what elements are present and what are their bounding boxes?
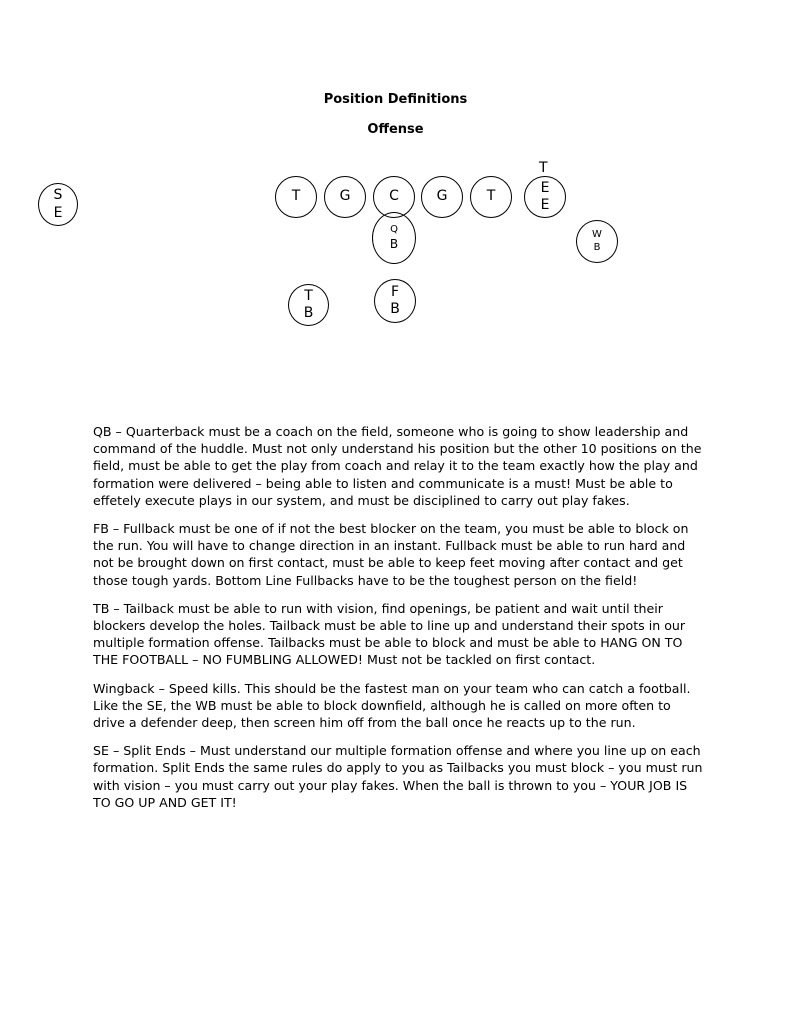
wingback-circle bbox=[576, 220, 618, 263]
page-subtitle: Offense bbox=[367, 122, 424, 137]
fullback-letter-1: F bbox=[390, 283, 400, 300]
quarterback-letter-1: Q bbox=[390, 224, 398, 236]
tailback-letter-2: B bbox=[303, 305, 314, 321]
se-definition: SE – Split Ends – Must understand our multiple formation offense and where you line up on each formation. Split Ends the same rules do apply to you as Tailbacks you must block – you must run with vision – you must carry out your play fakes. When the ball is thrown to you – YOUR JOB IS TO GO UP AND GET IT! bbox=[93, 743, 703, 810]
tailback-circle bbox=[288, 284, 329, 326]
left-tackle-letter: T bbox=[291, 188, 301, 205]
tailback-letter-1: T bbox=[304, 287, 313, 304]
right-guard-circle bbox=[421, 176, 463, 218]
tight-end-letter-2: E bbox=[540, 197, 550, 213]
right-guard-letter: G bbox=[436, 188, 448, 205]
left-tackle-circle bbox=[275, 176, 317, 218]
page-title: Position Definitions bbox=[323, 92, 468, 107]
position-definitions-text bbox=[93, 423, 705, 822]
tb-definition: TB – Tailback must be able to run with vision, find openings, be patient and wait until their blockers develop the holes. Tailback must be able to line up and understand their spots in our multiple formation offense. Tailbacks must be able to block and must be able to HANG ON TO THE FOOTBALL – NO FUMBLING ALLOWED! Must not be tackled on first contact. bbox=[93, 600, 686, 668]
wingback-letter-1: W bbox=[592, 229, 602, 240]
tight-end-letter-1: E bbox=[540, 179, 550, 196]
fullback-letter-2: B bbox=[390, 301, 400, 317]
left-guard-circle bbox=[324, 176, 366, 218]
split-end-letter-1: S bbox=[53, 187, 63, 203]
quarterback-circle bbox=[372, 212, 416, 264]
split-end-letter-2: E bbox=[53, 204, 63, 221]
fb-definition: FB – Fullback must be one of if not the best blocker on the team, you must be able to block on the run. You will have to change direction in an instant. Fullback must be able to run hard and not be brought down on first contact, must be able to keep feet moving after contact and get those tough yards. Bottom Line Fullbacks have to be the toughest person on the field! bbox=[93, 521, 689, 588]
quarterback-letter-2: B bbox=[389, 236, 399, 251]
qb-definition: QB – Quarterback must be a coach on the field, someone who is going to show leadership and command of the huddle. Must not only understand his position but the other 10 positions on the field, must be able to get the play from coach and relay it to the team exactly how the play and formation were delivered – being able to listen and communicate is a must! Must be able to effetely execute plays in our system, and must be disciplined to carry out play fakes. bbox=[93, 424, 702, 508]
left-guard-letter: G bbox=[339, 188, 351, 205]
tight-end-top-letter: T bbox=[539, 160, 548, 176]
fullback-circle bbox=[374, 279, 416, 323]
center-letter: C bbox=[389, 188, 399, 205]
split-end-circle bbox=[38, 183, 78, 226]
wingback-definition: Wingback – Speed kills. This should be the fastest man on your team who can catch a football. Like the SE, the WB must be able to block downfield, although he is called on more often to drive a defender deep, then screen him off from the ball once he reacts up to the run. bbox=[93, 680, 691, 731]
wingback-letter-2: B bbox=[593, 241, 601, 253]
tight-end-circle bbox=[524, 176, 566, 218]
right-tackle-letter: T bbox=[486, 188, 496, 205]
right-tackle-circle bbox=[470, 176, 512, 218]
